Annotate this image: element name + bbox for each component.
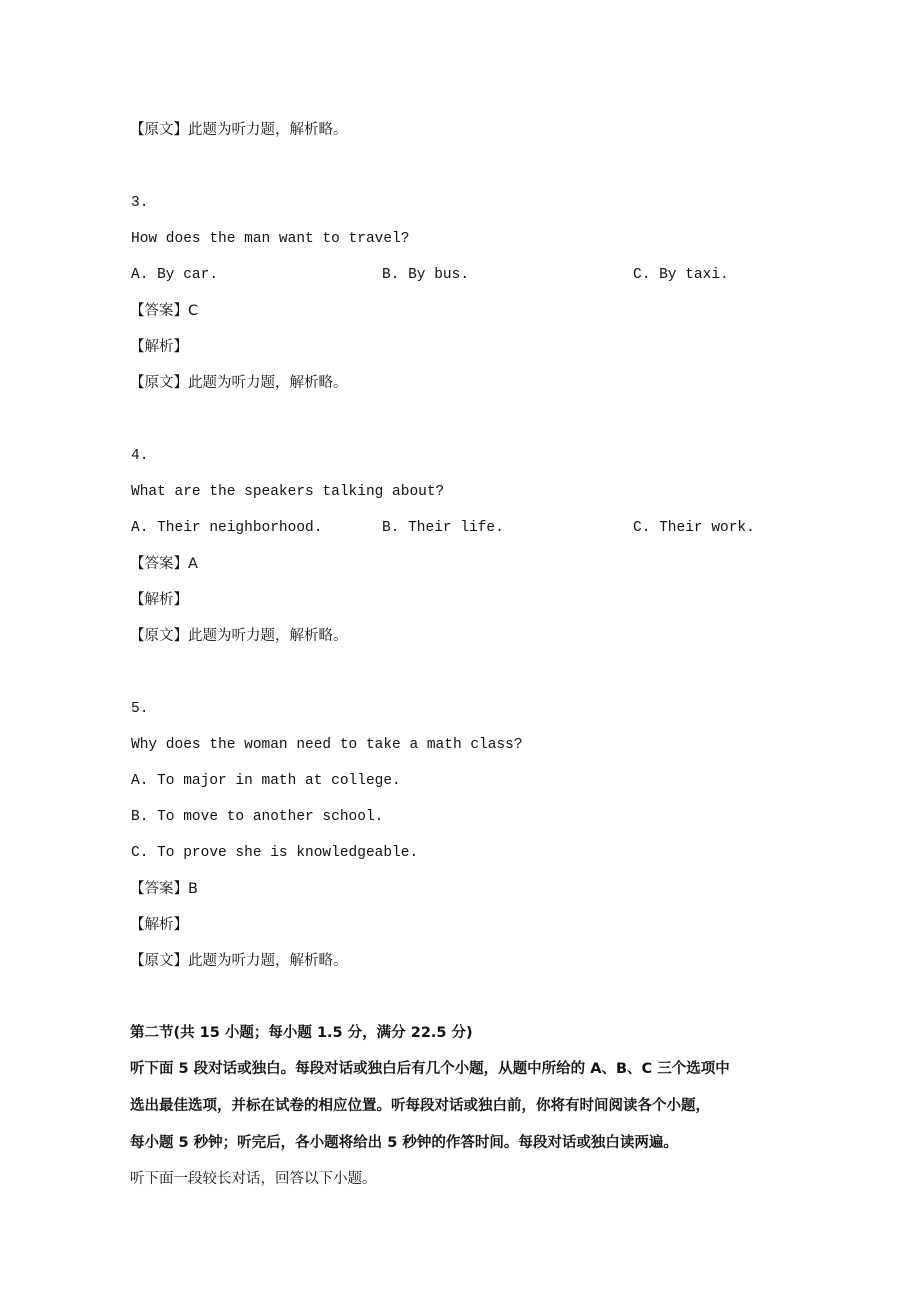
option-a: A. To major in math at college. bbox=[131, 773, 401, 789]
option-b: B. To move to another school. bbox=[131, 809, 384, 825]
question-number: 4. bbox=[131, 448, 149, 464]
answer-line: 【答案】A bbox=[130, 556, 198, 572]
question-stem: Why does the woman need to take a math class? bbox=[131, 737, 523, 753]
section-instructions-line: 每小题 5 秒钟；听完后，各小题将给出 5 秒钟的作答时间。每段对话或独白读两遍。 bbox=[130, 1135, 678, 1151]
original-text-note: 【原文】此题为听力题，解析略。 bbox=[130, 122, 348, 138]
question-stem: How does the man want to travel? bbox=[131, 231, 410, 247]
original-text-note: 【原文】此题为听力题，解析略。 bbox=[130, 375, 348, 391]
listen-note: 听下面一段较长对话，回答以下小题。 bbox=[130, 1171, 377, 1187]
option-b: B. Their life. bbox=[382, 520, 504, 536]
option-a: A. By car. bbox=[131, 267, 219, 283]
question-number: 3. bbox=[131, 195, 149, 211]
analysis-line: 【解析】 bbox=[130, 592, 188, 608]
question-number: 5. bbox=[131, 701, 149, 717]
analysis-line: 【解析】 bbox=[130, 917, 188, 933]
section-heading: 第二节(共 15 小题；每小题 1.5 分，满分 22.5 分) bbox=[130, 1025, 473, 1041]
option-c: C. Their work. bbox=[633, 520, 755, 536]
answer-line: 【答案】B bbox=[130, 881, 198, 897]
original-text-note: 【原文】此题为听力题，解析略。 bbox=[130, 953, 348, 969]
question-stem: What are the speakers talking about? bbox=[131, 484, 445, 500]
section-instructions-line: 选出最佳选项，并标在试卷的相应位置。听每段对话或独白前，你将有时间阅读各个小题， bbox=[130, 1098, 710, 1114]
original-text-note: 【原文】此题为听力题，解析略。 bbox=[130, 628, 348, 644]
answer-line: 【答案】C bbox=[130, 303, 199, 319]
analysis-line: 【解析】 bbox=[130, 339, 188, 355]
option-a: A. Their neighborhood. bbox=[131, 520, 323, 536]
option-c: C. By taxi. bbox=[633, 267, 729, 283]
option-b: B. By bus. bbox=[382, 267, 470, 283]
option-c: C. To prove she is knowledgeable. bbox=[131, 845, 419, 861]
section-instructions-line: 听下面 5 段对话或独白。每段对话或独白后有几个小题，从题中所给的 A、B、C 三个选项中 bbox=[130, 1061, 730, 1077]
